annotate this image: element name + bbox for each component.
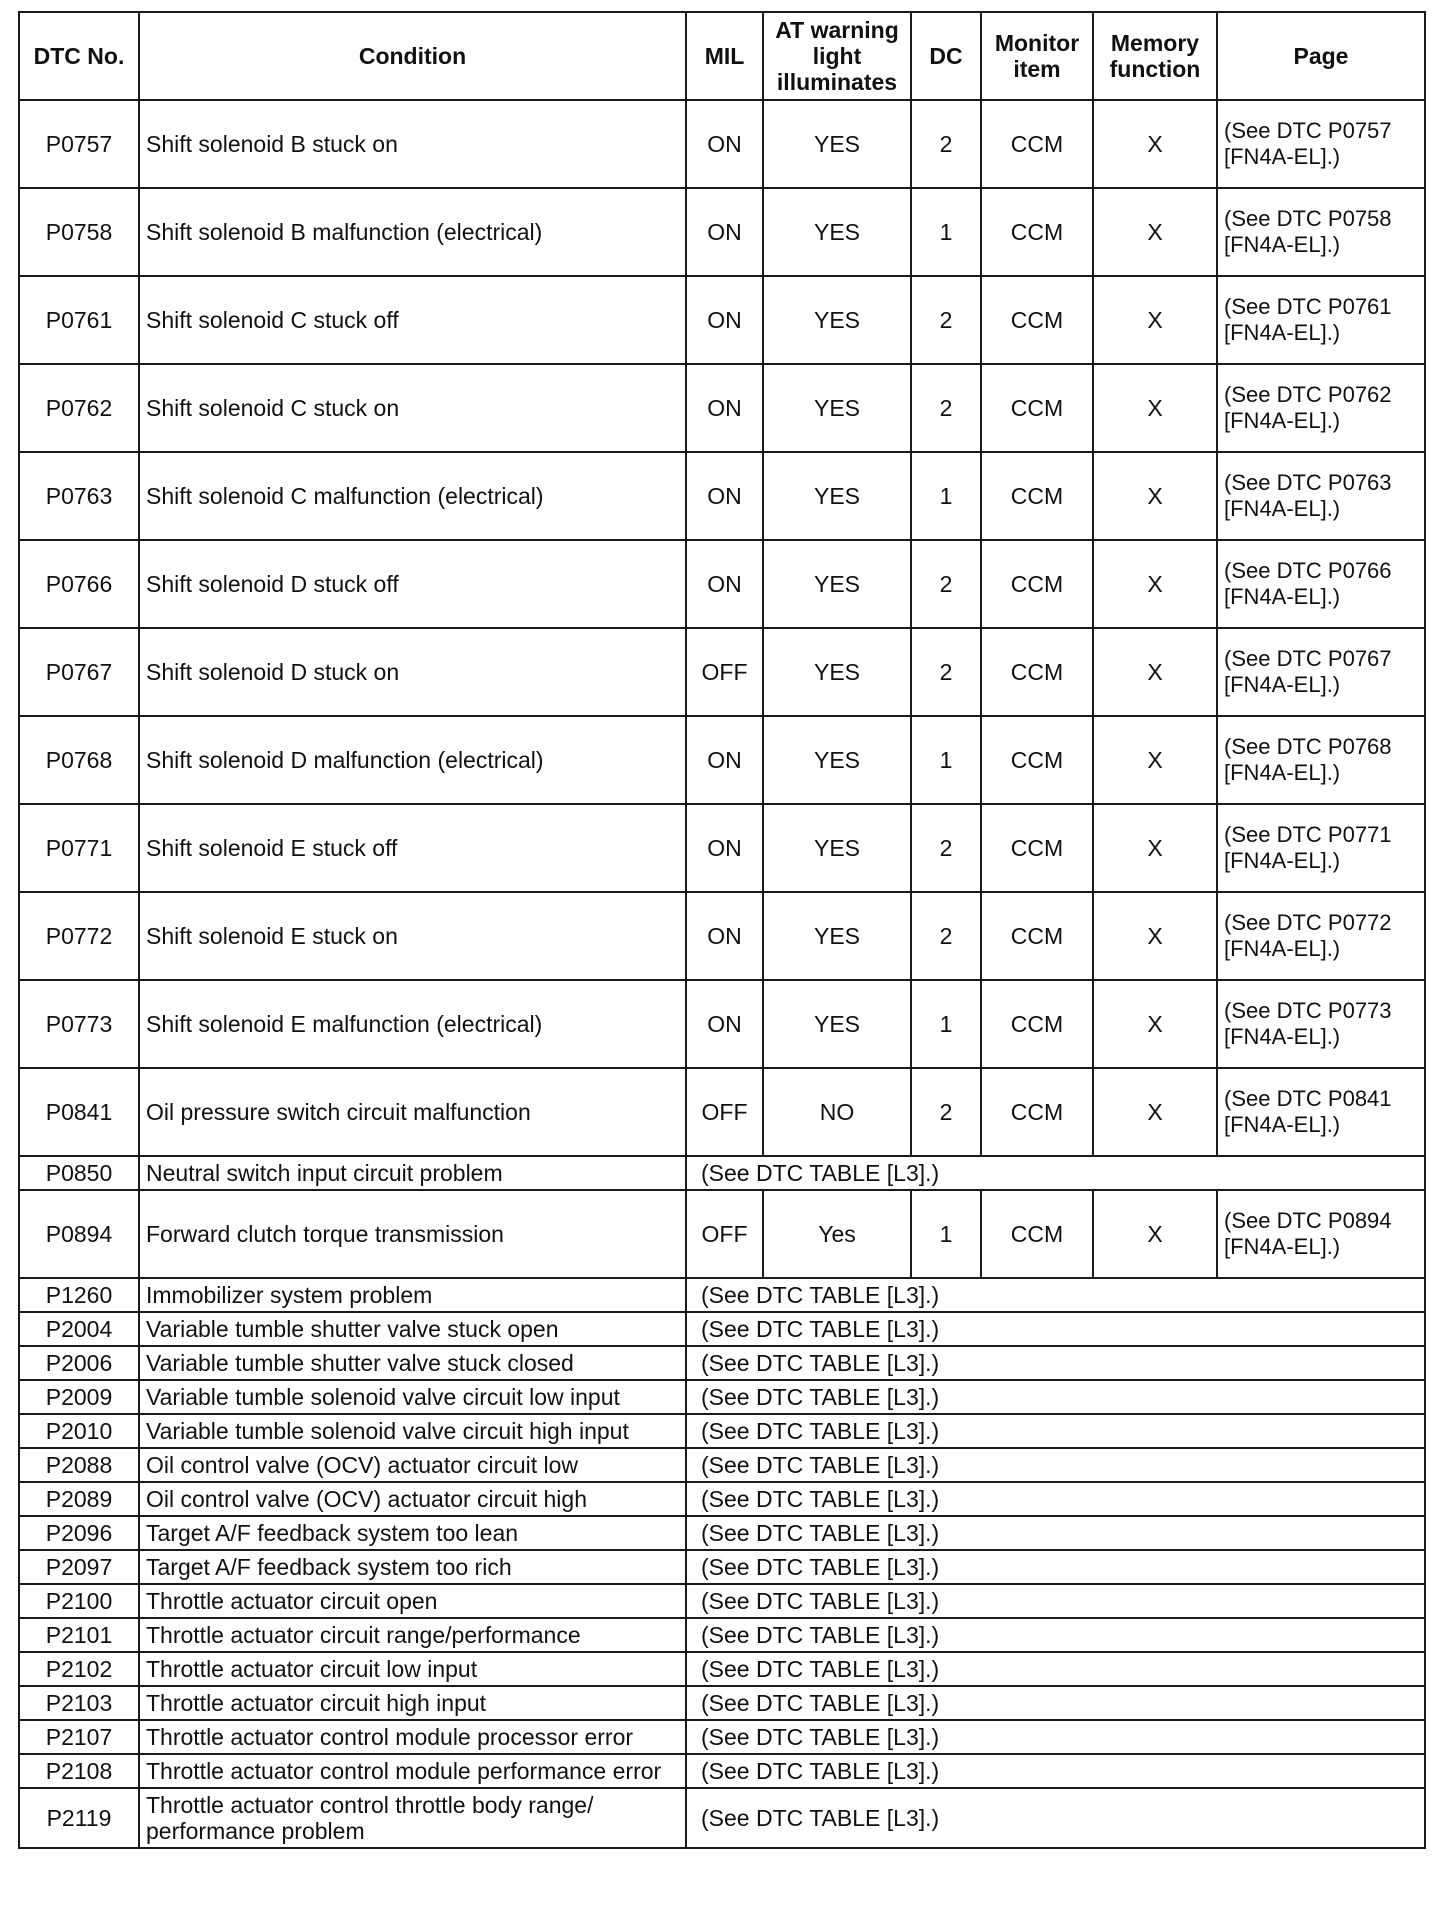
at-warning-value: YES (763, 716, 911, 804)
header-mil: MIL (686, 12, 763, 100)
condition-text: Throttle actuator circuit low input (139, 1652, 686, 1686)
dc-value: 2 (911, 364, 981, 452)
page-reference: (See DTC P0841 [FN4A-EL].) (1217, 1068, 1425, 1156)
condition-text: Shift solenoid E stuck off (139, 804, 686, 892)
monitor-item-value: CCM (981, 892, 1093, 980)
condition-text: Shift solenoid D malfunction (electrical) (139, 716, 686, 804)
at-warning-value: YES (763, 452, 911, 540)
dtc-code: P2102 (19, 1652, 139, 1686)
header-dc: DC (911, 12, 981, 100)
dtc-code: P2108 (19, 1754, 139, 1788)
table-row (19, 1448, 1425, 1482)
memory-function-value: X (1093, 1068, 1217, 1156)
table-row (19, 1278, 1425, 1312)
table-row (19, 1312, 1425, 1346)
table-reference: (See DTC TABLE [L3].) (686, 1754, 1425, 1788)
table-row (19, 980, 1425, 1068)
mil-value: ON (686, 716, 763, 804)
dtc-code: P2088 (19, 1448, 139, 1482)
dtc-code: P2004 (19, 1312, 139, 1346)
mil-value: ON (686, 892, 763, 980)
mil-value: ON (686, 452, 763, 540)
dc-value: 2 (911, 628, 981, 716)
monitor-item-value: CCM (981, 716, 1093, 804)
at-warning-value: Yes (763, 1190, 911, 1278)
dtc-code: P2107 (19, 1720, 139, 1754)
monitor-item-value: CCM (981, 804, 1093, 892)
page-reference: (See DTC P0773 [FN4A-EL].) (1217, 980, 1425, 1068)
memory-function-value: X (1093, 100, 1217, 188)
memory-function-value: X (1093, 716, 1217, 804)
dtc-code: P2006 (19, 1346, 139, 1380)
dc-value: 1 (911, 980, 981, 1068)
condition-text: Variable tumble solenoid valve circuit low input (139, 1380, 686, 1414)
page-reference: (See DTC P0763 [FN4A-EL].) (1217, 452, 1425, 540)
table-reference: (See DTC TABLE [L3].) (686, 1448, 1425, 1482)
at-warning-value: YES (763, 804, 911, 892)
table-body (19, 100, 1425, 1848)
mil-value: OFF (686, 1068, 763, 1156)
table-row (19, 892, 1425, 980)
dc-value: 2 (911, 1068, 981, 1156)
table-reference: (See DTC TABLE [L3].) (686, 1156, 1425, 1190)
at-warning-value: NO (763, 1068, 911, 1156)
condition-text: Shift solenoid B stuck on (139, 100, 686, 188)
memory-function-value: X (1093, 628, 1217, 716)
table-reference: (See DTC TABLE [L3].) (686, 1346, 1425, 1380)
dc-value: 1 (911, 452, 981, 540)
condition-text: Variable tumble shutter valve stuck open (139, 1312, 686, 1346)
dtc-code: P0772 (19, 892, 139, 980)
mil-value: ON (686, 540, 763, 628)
condition-text: Shift solenoid B malfunction (electrical) (139, 188, 686, 276)
at-warning-value: YES (763, 100, 911, 188)
condition-text: Throttle actuator circuit range/performance (139, 1618, 686, 1652)
condition-text: Oil pressure switch circuit malfunction (139, 1068, 686, 1156)
table-reference: (See DTC TABLE [L3].) (686, 1278, 1425, 1312)
dtc-code: P0773 (19, 980, 139, 1068)
table-reference: (See DTC TABLE [L3].) (686, 1516, 1425, 1550)
page-reference: (See DTC P0772 [FN4A-EL].) (1217, 892, 1425, 980)
dtc-code: P0850 (19, 1156, 139, 1190)
table-row (19, 540, 1425, 628)
monitor-item-value: CCM (981, 364, 1093, 452)
table-row (19, 1414, 1425, 1448)
condition-text: Variable tumble shutter valve stuck closed (139, 1346, 686, 1380)
mil-value: ON (686, 100, 763, 188)
table-row (19, 100, 1425, 188)
condition-text: Oil control valve (OCV) actuator circuit high (139, 1482, 686, 1516)
table-row (19, 1156, 1425, 1190)
dtc-code: P0894 (19, 1190, 139, 1278)
dtc-code: P0841 (19, 1068, 139, 1156)
memory-function-value: X (1093, 452, 1217, 540)
dtc-code: P1260 (19, 1278, 139, 1312)
page-reference: (See DTC P0771 [FN4A-EL].) (1217, 804, 1425, 892)
condition-text: Target A/F feedback system too rich (139, 1550, 686, 1584)
memory-function-value: X (1093, 804, 1217, 892)
at-warning-value: YES (763, 540, 911, 628)
condition-text: Throttle actuator control throttle body range/ performance problem (139, 1788, 686, 1848)
condition-text: Immobilizer system problem (139, 1278, 686, 1312)
dtc-code: P0757 (19, 100, 139, 188)
monitor-item-value: CCM (981, 980, 1093, 1068)
table-row (19, 188, 1425, 276)
table-row (19, 1754, 1425, 1788)
condition-text: Shift solenoid C stuck off (139, 276, 686, 364)
condition-text: Neutral switch input circuit problem (139, 1156, 686, 1190)
mil-value: OFF (686, 1190, 763, 1278)
dtc-code: P0758 (19, 188, 139, 276)
table-reference: (See DTC TABLE [L3].) (686, 1414, 1425, 1448)
table-row (19, 276, 1425, 364)
condition-text: Throttle actuator circuit open (139, 1584, 686, 1618)
table-row (19, 1346, 1425, 1380)
memory-function-value: X (1093, 188, 1217, 276)
table-reference: (See DTC TABLE [L3].) (686, 1584, 1425, 1618)
condition-text: Target A/F feedback system too lean (139, 1516, 686, 1550)
table-row (19, 1482, 1425, 1516)
condition-text: Shift solenoid E malfunction (electrical) (139, 980, 686, 1068)
dtc-table-page (18, 11, 1424, 1849)
page-reference: (See DTC P0761 [FN4A-EL].) (1217, 276, 1425, 364)
mil-value: OFF (686, 628, 763, 716)
memory-function-value: X (1093, 276, 1217, 364)
memory-function-value: X (1093, 892, 1217, 980)
mil-value: ON (686, 364, 763, 452)
monitor-item-value: CCM (981, 276, 1093, 364)
dtc-code: P2101 (19, 1618, 139, 1652)
condition-text: Variable tumble solenoid valve circuit high input (139, 1414, 686, 1448)
memory-function-value: X (1093, 1190, 1217, 1278)
table-row (19, 1516, 1425, 1550)
dtc-code: P2100 (19, 1584, 139, 1618)
header-monitor-item: Monitor item (981, 12, 1093, 100)
dtc-code: P2119 (19, 1788, 139, 1848)
table-reference: (See DTC TABLE [L3].) (686, 1482, 1425, 1516)
table-reference: (See DTC TABLE [L3].) (686, 1788, 1425, 1848)
condition-text: Shift solenoid C stuck on (139, 364, 686, 452)
monitor-item-value: CCM (981, 628, 1093, 716)
at-warning-value: YES (763, 276, 911, 364)
table-row (19, 1652, 1425, 1686)
dc-value: 1 (911, 1190, 981, 1278)
dtc-code: P0767 (19, 628, 139, 716)
dtc-code: P2096 (19, 1516, 139, 1550)
dtc-code: P2097 (19, 1550, 139, 1584)
monitor-item-value: CCM (981, 1068, 1093, 1156)
dc-value: 2 (911, 540, 981, 628)
table-reference: (See DTC TABLE [L3].) (686, 1686, 1425, 1720)
memory-function-value: X (1093, 540, 1217, 628)
dc-value: 1 (911, 188, 981, 276)
header-at-warning: AT warning light illuminates (763, 12, 911, 100)
table-row (19, 1550, 1425, 1584)
mil-value: ON (686, 804, 763, 892)
table-reference: (See DTC TABLE [L3].) (686, 1652, 1425, 1686)
memory-function-value: X (1093, 364, 1217, 452)
page-reference: (See DTC P0762 [FN4A-EL].) (1217, 364, 1425, 452)
mil-value: ON (686, 188, 763, 276)
table-row (19, 364, 1425, 452)
table-reference: (See DTC TABLE [L3].) (686, 1380, 1425, 1414)
table-row (19, 1720, 1425, 1754)
page-reference: (See DTC P0758 [FN4A-EL].) (1217, 188, 1425, 276)
dtc-code: P0766 (19, 540, 139, 628)
table-row (19, 1584, 1425, 1618)
monitor-item-value: CCM (981, 540, 1093, 628)
condition-text: Shift solenoid E stuck on (139, 892, 686, 980)
page-reference: (See DTC P0766 [FN4A-EL].) (1217, 540, 1425, 628)
header-memory-function: Memory function (1093, 12, 1217, 100)
condition-text: Shift solenoid D stuck off (139, 540, 686, 628)
table-row (19, 452, 1425, 540)
table-row (19, 628, 1425, 716)
page-reference: (See DTC P0894 [FN4A-EL].) (1217, 1190, 1425, 1278)
at-warning-value: YES (763, 188, 911, 276)
header-page: Page (1217, 12, 1425, 100)
at-warning-value: YES (763, 364, 911, 452)
table-reference: (See DTC TABLE [L3].) (686, 1720, 1425, 1754)
table-row (19, 1380, 1425, 1414)
at-warning-value: YES (763, 628, 911, 716)
condition-text: Shift solenoid C malfunction (electrical) (139, 452, 686, 540)
table-header-row (19, 12, 1425, 100)
page-reference: (See DTC P0757 [FN4A-EL].) (1217, 100, 1425, 188)
header-condition: Condition (139, 12, 686, 100)
table-row (19, 1618, 1425, 1652)
table-row (19, 716, 1425, 804)
header-dtc-no: DTC No. (19, 12, 139, 100)
table-reference: (See DTC TABLE [L3].) (686, 1618, 1425, 1652)
mil-value: ON (686, 980, 763, 1068)
condition-text: Throttle actuator circuit high input (139, 1686, 686, 1720)
dtc-code: P0771 (19, 804, 139, 892)
monitor-item-value: CCM (981, 100, 1093, 188)
condition-text: Oil control valve (OCV) actuator circuit low (139, 1448, 686, 1482)
dtc-code: P2089 (19, 1482, 139, 1516)
monitor-item-value: CCM (981, 188, 1093, 276)
dc-value: 2 (911, 276, 981, 364)
dc-value: 2 (911, 100, 981, 188)
page-reference: (See DTC P0768 [FN4A-EL].) (1217, 716, 1425, 804)
dtc-code: P2010 (19, 1414, 139, 1448)
dtc-code: P0768 (19, 716, 139, 804)
condition-text: Throttle actuator control module processor error (139, 1720, 686, 1754)
dtc-code: P0761 (19, 276, 139, 364)
memory-function-value: X (1093, 980, 1217, 1068)
at-warning-value: YES (763, 980, 911, 1068)
condition-text: Shift solenoid D stuck on (139, 628, 686, 716)
table-row (19, 804, 1425, 892)
dtc-code: P2103 (19, 1686, 139, 1720)
table-row (19, 1686, 1425, 1720)
dtc-code: P2009 (19, 1380, 139, 1414)
dtc-code: P0762 (19, 364, 139, 452)
table-reference: (See DTC TABLE [L3].) (686, 1312, 1425, 1346)
condition-text: Throttle actuator control module performance error (139, 1754, 686, 1788)
dtc-code: P0763 (19, 452, 139, 540)
dc-value: 2 (911, 804, 981, 892)
condition-text: Forward clutch torque transmission (139, 1190, 686, 1278)
table-row (19, 1190, 1425, 1278)
at-warning-value: YES (763, 892, 911, 980)
table-row (19, 1788, 1425, 1848)
dc-value: 1 (911, 716, 981, 804)
table-reference: (See DTC TABLE [L3].) (686, 1550, 1425, 1584)
monitor-item-value: CCM (981, 1190, 1093, 1278)
mil-value: ON (686, 276, 763, 364)
page-reference: (See DTC P0767 [FN4A-EL].) (1217, 628, 1425, 716)
dtc-table (18, 11, 1426, 1849)
dc-value: 2 (911, 892, 981, 980)
table-row (19, 1068, 1425, 1156)
monitor-item-value: CCM (981, 452, 1093, 540)
